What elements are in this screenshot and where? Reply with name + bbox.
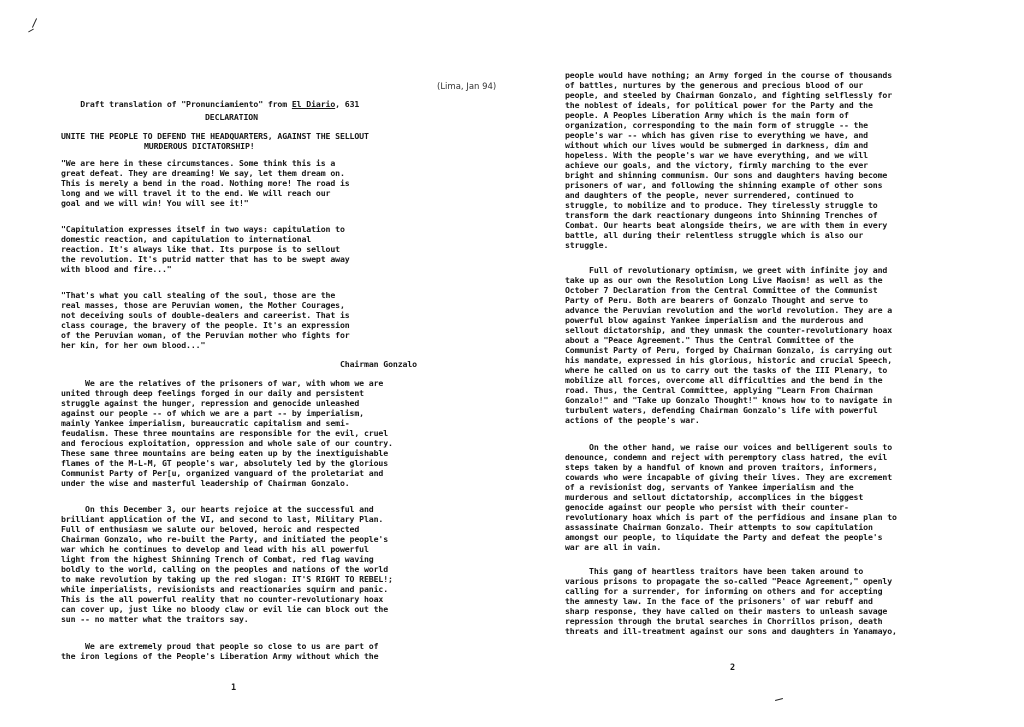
text-line: his mandate, expressed in his glorious, historic and crucial Speech, [565,355,893,365]
text-line: class courage, the bravery of the people. It's an expression [61,320,350,330]
text-line: denounce, condemn and reject with peremptory class hatred, the evil [565,452,888,462]
text-line: the revolution. It's putrid matter that has to be swept away [61,254,350,264]
text-line: murderous and sellout dictatorship, accomplices in the biggest [565,492,864,502]
text-line: steps taken by a handful of known and proven traitors, informers, [565,462,878,472]
text-line: transform the dark reactionary dungeons into Shinning Trenches of [565,210,878,220]
text-line: the iron legions of the People's Liberation Army without which the [61,651,379,661]
text-line: road. Thus, the Central Committee, applying "Learn From Chairman [565,385,873,395]
text-line: cowards who were incapable of giving their lives. They are excrement [565,472,893,482]
document-page-2 [512,0,1024,727]
text-line: mainly Yankee imperialism, bureaucratic capitalism and semi- [61,418,350,428]
header-suffix: , 631 [335,99,360,109]
text-line: threats and ill-treatment against our sons and daughters in Yanamayo, [565,626,897,636]
text-line: and daughters of the people, never surrendered, continued to [565,190,854,200]
text-line: reaction. It's always like that. Its purpose is to sellout [61,244,340,254]
text-line: UNITE THE PEOPLE TO DEFEND THE HEADQUARTERS, AGAINST THE SELLOUT [61,131,369,141]
text-line: of the Peruvian woman, of the Peruvian mother who fights for [61,330,350,340]
text-line: light from the highest Shinning Trench of Combat, red flag waving [61,554,374,564]
text-line: On the other hand, we raise our voices and belligerent souls to [565,442,893,452]
text-line: These same three mountains are being eaten up by the inextiguishable [61,448,389,458]
text-line: amongst our people, to liquidate the Party and defeat the people's [565,532,883,542]
text-line: prisoners of war, and following the shinning example of other sons [565,180,883,190]
text-line: MURDEROUS DICTATORSHIP! [144,141,255,151]
text-line: organization, corresponding to the main form of struggle -- the [565,120,868,130]
text-line: war are all in vain. [565,542,662,552]
text-line: This is the all powerful reality that no counter-revolutionary hoax [61,594,384,604]
quote-attribution: Chairman Gonzalo [340,359,417,369]
text-line: Gonzalo!" and "Take up Gonzalo Thought!" knows how to to navigate in [565,395,893,405]
header-source: El Diario [291,99,336,109]
text-line: about a "Peace Agreement." Thus the Central Committee of the [565,335,854,345]
text-line: against our people -- of which we are a part -- by imperialism, [61,408,364,418]
text-line: Communist Party of Peru, forged by Chairman Gonzalo, is carrying out [565,345,893,355]
text-line: Party of Peru. Both are bearers of Gonzalo Thought and serve to [565,295,868,305]
text-line: real masses, those are Peruvian women, the Mother Courages, [61,300,345,310]
text-line: battle, all during their relentless struggle which is also our [565,230,864,240]
text-line: struggle against the hunger, repression and genocide unleashed [61,398,360,408]
declaration-heading: DECLARATION [205,112,258,122]
text-line: brilliant application of the VI, and second to last, Military Plan. [61,514,384,524]
text-line: revolutionary hoax which is part of the perfidious and insane plan to [565,512,897,522]
text-line: October 7 Declaration from the Central Committee of the Communist [565,285,878,295]
text-line: to make revolution by taking up the red slogan: IT'S RIGHT TO REBEL!; [61,574,393,584]
text-line: sellout dictatorship, and they unmask the counter-revolutionary hoax [565,325,893,335]
text-line: powerful blow against Yankee imperialism and the murderous and [565,315,864,325]
text-line: with blood and fire..." [61,264,172,274]
text-line: "Capitulation expresses itself in two ways: capitulation to [61,224,345,234]
text-line: hopeless. With the people's war we have everything, and we will [565,150,868,160]
text-line: repression through the brutal searches in Chorrillos prison, death [565,616,883,626]
text-line: united through deep feelings forged in our daily and persistent [61,388,364,398]
text-line: boldly to the world, calling on the peoples and nations of the world [61,564,389,574]
text-line: domestic reaction, and capitulation to international [61,234,312,244]
text-line: Full of revolutionary optimism, we greet with infinite joy and [565,265,888,275]
text-line: people's war -- which has given rise to everything we have, and [565,130,868,140]
text-line: without which our lives would be submerged in darkness, dim and [565,140,868,150]
text-line: her kin, for her own blood..." [61,340,206,350]
scan-mark [32,18,37,27]
text-line: This gang of heartless traitors have been taken around to [565,566,864,576]
text-line: great defeat. They are dreaming! We say, let them dream on. [61,168,345,178]
text-line: This is merely a bend in the road. Nothing more! The road is [61,178,350,188]
text-line: We are extremely proud that people so close to us are part of [61,641,379,651]
text-line: can cover up, just like no bloody claw or evil lie can block out the [61,604,389,614]
text-line: long and we will travel it to the end. We will reach our [61,188,331,198]
scan-mark [775,698,783,701]
text-line: genocide against our people who persist with their counter- [565,502,849,512]
text-line: goal and we will win! You will see it!" [61,198,249,208]
text-line: Combat. Our hearts beat alongside theirs, we are with them in every [565,220,888,230]
text-line: where he called on us to carry out the tasks of the III Plenary, to [565,365,888,375]
text-line: bright and shinning communism. Our sons and daughters having become [565,170,888,180]
text-line: sharp response, they have called on their masters to unleash savage [565,606,888,616]
text-line: under the wise and masterful leadership of Chairman Gonzalo. [61,478,350,488]
text-line: "That's what you call stealing of the soul, those are the [61,290,336,300]
text-line: the noblest of ideals, for political power for the Party and the [565,100,873,110]
text-line: sun -- no matter what the traitors say. [61,614,249,624]
header-prefix: Draft translation of "Pronunciamiento" from [80,99,292,109]
text-line: actions of the people's war. [565,415,700,425]
text-line: various prisons to propagate the so-called "Peace Agreement," openly [565,576,893,586]
text-line: while imperialists, revisionists and reactionaries squirm and panic. [61,584,389,594]
page-number: 1 [231,683,237,693]
handwritten-note: (Lima, Jan 94) [437,82,497,92]
text-line: people. A Peoples Liberation Army which is the main form of [565,110,849,120]
text-line: of battles, nurtures by the generous and precious blood of our [565,80,864,90]
text-line: mobilize all forces, overcome all difficulties and the bend in the [565,375,883,385]
text-line: Chairman Gonzalo, who re-built the Party, and initiated the people's [61,534,389,544]
text-line: "We are here in these circumstances. Some think this is a [61,158,336,168]
text-line: the amnesty law. In the face of the prisoners' of war rebuff and [565,596,873,606]
text-line: struggle, to mobilize and to produce. They tirelessly struggle to [565,200,878,210]
text-line: not deceiving souls of double-dealers and careerist. That is [61,310,350,320]
text-line: assassinate Chairman Gonzalo. Their attempts to sow capitulation [565,522,873,532]
text-line: of a revisionist dog, servants of Yankee imperialism and the [565,482,854,492]
text-line: war which he continues to develop and lead with his all powerful [61,544,369,554]
text-line: achieve our goals, and the victory, firmly marching to the ever [565,160,868,170]
text-line: feudalism. These three mountains are responsible for the evil, cruel [61,428,389,438]
text-line: people, and steeled by Chairman Gonzalo, and fighting selflessly for [565,90,893,100]
page-number: 2 [730,663,736,673]
text-line: take up as our own the Resolution Long Live Maoism! as well as the [565,275,883,285]
text-line: and ferocious exploitation, oppression and whole sale of our country. [61,438,393,448]
text-line: flames of the M-L-M, GT people's war, absolutely led by the glorious [61,458,389,468]
text-line: advance the Peruvian revolution and the world revolution. They are a [565,305,893,315]
scan-mark [28,29,34,33]
text-line: On this December 3, our hearts rejoice at the successful and [61,504,374,514]
text-line: Communist Party of Per[u, organized vanguard of the proletariat and [61,468,384,478]
text-line: turbulent waters, defending Chairman Gonzalo's life with powerful [565,405,878,415]
text-line: struggle. [565,240,609,250]
text-line: calling for a surrender, for informing on others and for accepting [565,586,883,596]
text-line: Full of enthusiasm we salute our beloved, heroic and respected [61,524,360,534]
text-line: people would have nothing; an Army forged in the course of thousands [565,70,893,80]
text-line: We are the relatives of the prisoners of war, with whom we are [61,378,384,388]
